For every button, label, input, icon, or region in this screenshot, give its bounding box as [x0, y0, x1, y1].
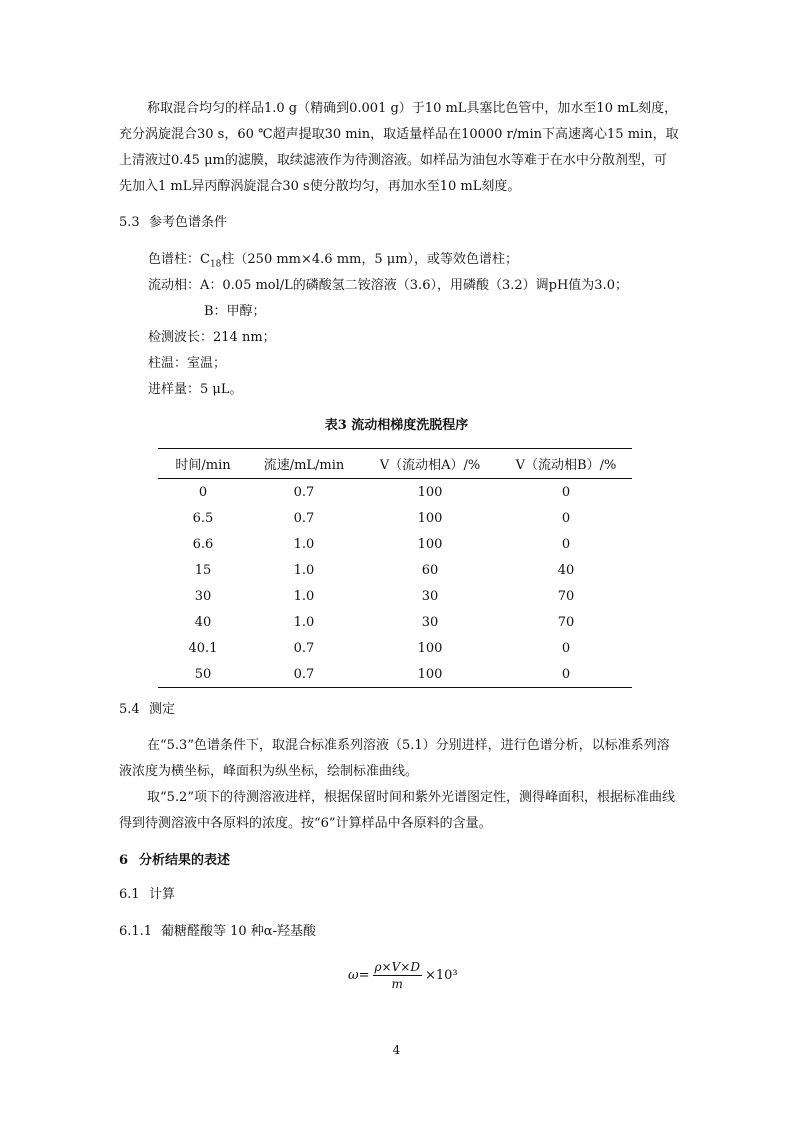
header-phase-a: V（流动相A）/%: [360, 449, 500, 479]
table-row: 30 1.0 30 70: [194, 588, 575, 604]
table-row: 6.6 1.0 100 0: [192, 536, 571, 552]
formula-numerator: ρ×V×D: [374, 960, 420, 974]
section-title: 葡糖醛酸等 10 种α-羟基酸: [161, 924, 316, 939]
section-title: 分析结果的表述: [139, 853, 231, 868]
formula-factor: ×10³: [424, 968, 458, 983]
table-row: 40.1 0.7 100 0: [188, 640, 571, 656]
header-phase-b: V（流动相B）/%: [500, 449, 632, 479]
section-5-4-heading: [119, 700, 175, 720]
table-row: 0 0.7 100 0: [198, 484, 571, 500]
table-row: 15 1.0 60 40: [194, 562, 575, 578]
table-caption: 表3 流动相梯度洗脱程序: [324, 418, 469, 433]
formula-fraction: [373, 960, 422, 991]
section-title: 测定: [149, 702, 176, 717]
formula-lhs: ω=: [348, 968, 370, 983]
section-number: 6.1.1: [119, 924, 153, 939]
section-6-1-1-heading: [119, 922, 316, 942]
section-number: 6.1: [119, 887, 140, 902]
sample-prep-paragraph: 称取混合均匀的样品1.0 g（精确到0.001 g）于10 mL具塞比色管中，加水至10 mL刻度，充分涡旋混合30 s，60 ℃超声提取30 min，取适量样品在10000 r/min下高速离心15 min，取上清液过0.45 μm的滤膜，取续滤液作为待测溶液。如样品为油包水等难于在水中分散剂型，可先加入1 mL异丙醇涡旋混合30 s使分散均匀，再加水至10 mL刻度。: [119, 101, 679, 194]
injection-volume: 进样量：5 μL。: [148, 382, 243, 397]
column-condition: 色谱柱：$C_{18}$柱（250 mm×4.6 mm，5 μm），或等效色谱柱；: [148, 252, 519, 270]
section-number: 5.3: [119, 215, 140, 230]
calculation-formula: [348, 960, 458, 991]
header-flow: 流速/mL/min: [248, 449, 360, 479]
measurement-paragraph-2: 取“5.2”项下的待测溶液进样，根据保留时间和紫外光谱图定性，测得峰面积，根据标准曲线得到待测溶液中各原料的浓度。按“6”计算样品中各原料的含量。: [119, 790, 675, 831]
table-header-row: [158, 449, 632, 479]
measurement-paragraph-1: 在“5.3”色谱条件下，取混合标准系列溶液（5.1）分别进样，进行色谱分析，以标准系列溶液浓度为横坐标，峰面积为纵坐标，绘制标准曲线。: [119, 738, 670, 779]
mobile-phase-a: 流动相：A：0.05 mol/L的磷酸氢二铵溶液（3.6），用磷酸（3.2）调pH值为3.0；: [148, 278, 628, 293]
header-time: 时间/min: [158, 449, 248, 479]
section-5-3-heading: [119, 213, 227, 233]
detection-wavelength: 检测波长：214 nm；: [148, 330, 276, 345]
section-title: 参考色谱条件: [149, 215, 228, 230]
section-6-1-heading: [119, 885, 175, 905]
table-row: 40 1.0 30 70: [194, 614, 575, 630]
section-title: 计算: [149, 887, 176, 902]
formula-denominator: m: [391, 977, 403, 991]
table-row: 6.5 0.7 100 0: [192, 510, 571, 526]
section-number: 6: [119, 853, 129, 868]
table-row: 50 0.7 100 0: [158, 661, 632, 688]
mobile-phase-b: B：甲醇；: [204, 304, 266, 319]
section-6-heading: [119, 851, 230, 871]
section-number: 5.4: [119, 702, 140, 717]
gradient-table: [158, 448, 632, 688]
page-number: 4: [392, 1043, 401, 1057]
column-temperature: 柱温：室温；: [148, 356, 227, 371]
